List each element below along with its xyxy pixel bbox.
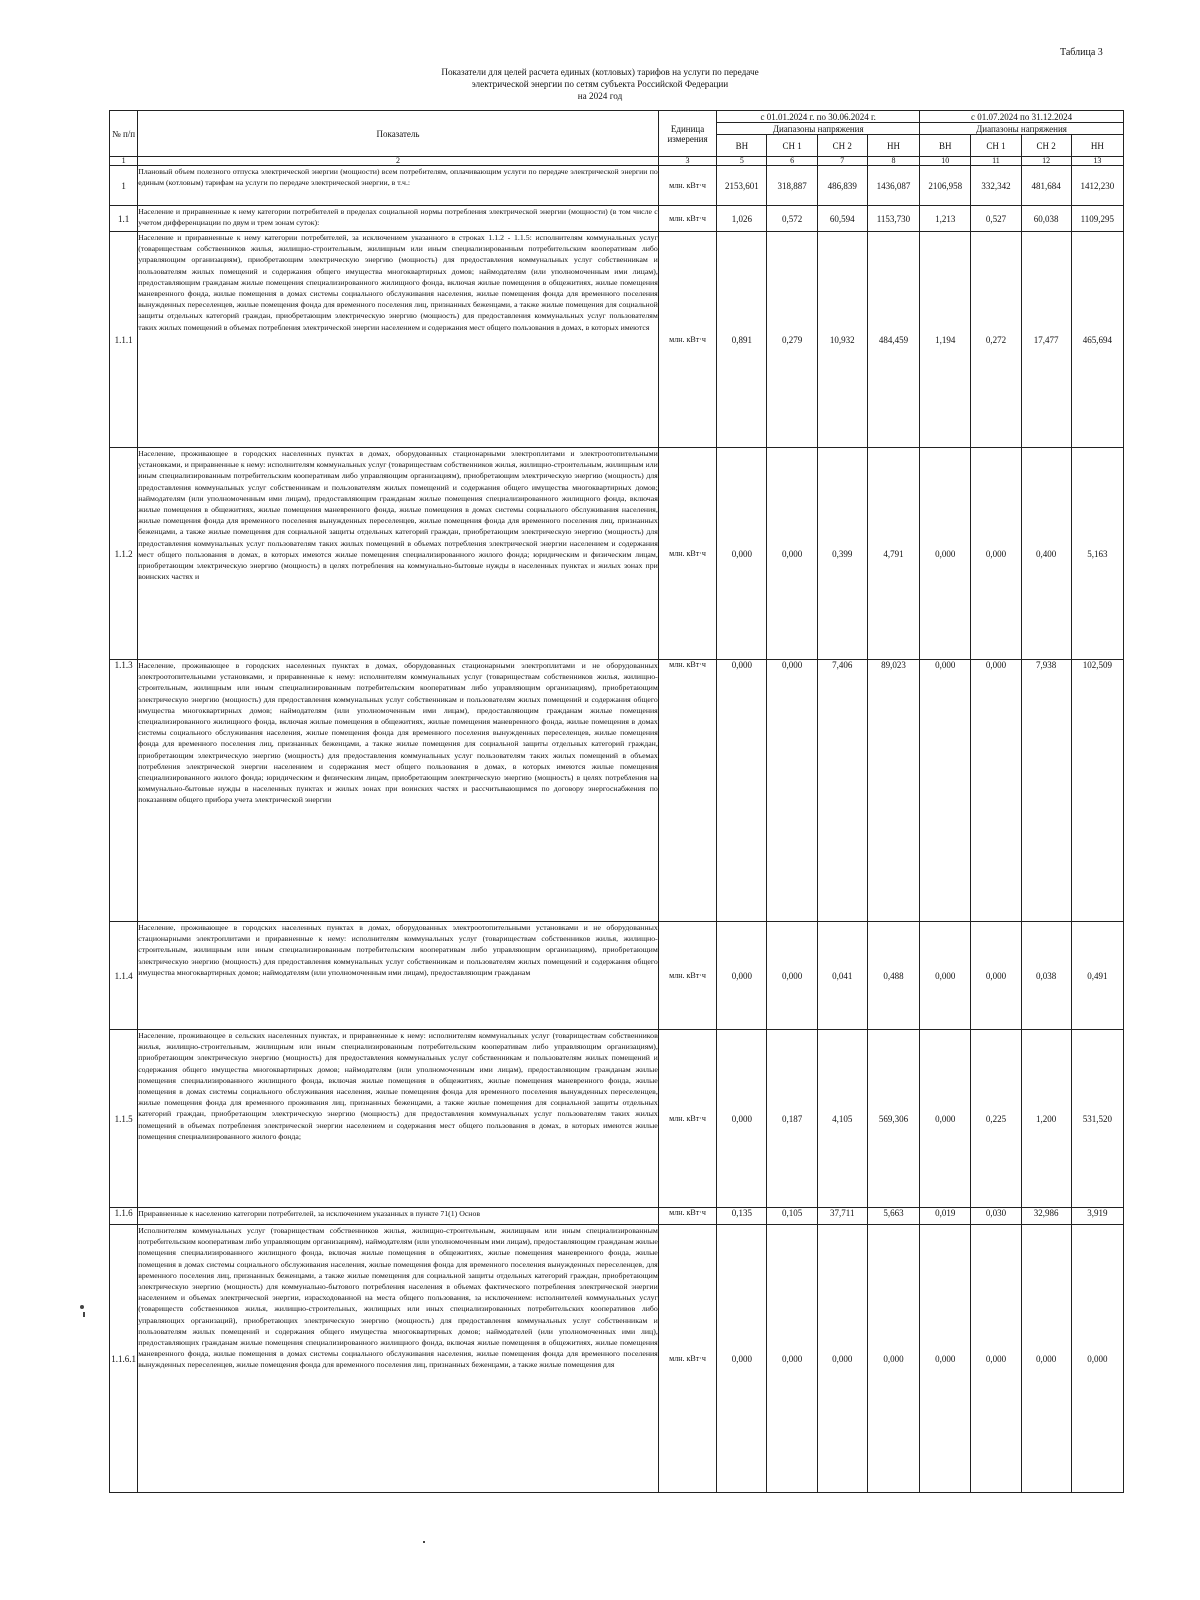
value-cell: 102,509	[1071, 660, 1123, 922]
value-cell: 89,023	[867, 660, 919, 922]
table-row	[110, 206, 1124, 232]
header-period-1: с 01.01.2024 г. по 30.06.2024 г.	[717, 111, 920, 123]
value-cell: 32,986	[1021, 1208, 1071, 1225]
row-unit: млн. кВт·ч	[658, 922, 717, 1030]
value-cell: 0,000	[767, 660, 817, 922]
title-line-1: Показатели для целей расчета единых (котловых) тарифов на услуги по передаче	[441, 67, 759, 77]
row-description	[138, 1225, 659, 1493]
header-level-sn1-2: СН 1	[971, 135, 1021, 157]
row-description	[138, 206, 659, 232]
value-cell: 481,684	[1021, 166, 1071, 206]
value-cell: 0,000	[971, 448, 1021, 660]
title-line-3: на 2024 год	[577, 91, 623, 101]
row-number: 1.1.4	[110, 922, 138, 1030]
value-cell: 37,711	[817, 1208, 867, 1225]
value-cell: 1153,730	[867, 206, 919, 232]
value-cell: 486,839	[817, 166, 867, 206]
value-cell: 0,000	[767, 922, 817, 1030]
value-cell: 3,919	[1071, 1208, 1123, 1225]
value-cell: 0,000	[971, 1225, 1021, 1493]
value-cell: 1,194	[920, 232, 971, 448]
value-cell: 60,038	[1021, 206, 1071, 232]
value-cell: 60,594	[817, 206, 867, 232]
value-cell: 0,000	[817, 1225, 867, 1493]
value-cell: 0,000	[971, 922, 1021, 1030]
row-number: 1.1.1	[110, 232, 138, 448]
scan-speck	[83, 1312, 85, 1317]
row-unit: млн. кВт·ч	[658, 448, 717, 660]
value-cell: 0,000	[867, 1225, 919, 1493]
value-cell: 0,000	[971, 660, 1021, 922]
value-cell: 0,000	[920, 1030, 971, 1208]
value-cell: 465,694	[1071, 232, 1123, 448]
title-line-2: электрической энергии по сетям субъекта Российской Федерации	[471, 79, 729, 89]
row-number: 1.1.2	[110, 448, 138, 660]
scan-speck	[80, 1305, 84, 1309]
value-cell: 332,342	[971, 166, 1021, 206]
row-unit: млн. кВт·ч	[658, 1225, 717, 1493]
value-cell: 484,459	[867, 232, 919, 448]
value-cell: 0,225	[971, 1030, 1021, 1208]
value-cell: 0,000	[1021, 1225, 1071, 1493]
value-cell: 0,000	[717, 1030, 767, 1208]
value-cell: 0,272	[971, 232, 1021, 448]
value-cell: 0,000	[717, 448, 767, 660]
value-cell: 318,887	[767, 166, 817, 206]
scan-speck	[423, 1541, 425, 1543]
value-cell: 1,026	[717, 206, 767, 232]
value-cell: 0,000	[767, 448, 817, 660]
column-number: 6	[767, 157, 817, 166]
header-num: № п/п	[110, 111, 138, 157]
value-cell: 0,038	[1021, 922, 1071, 1030]
value-cell: 0,041	[817, 922, 867, 1030]
value-cell: 0,030	[971, 1208, 1021, 1225]
value-cell: 0,000	[717, 1225, 767, 1493]
tariff-indicators-table	[109, 110, 1124, 1493]
value-cell: 0,019	[920, 1208, 971, 1225]
table-row	[110, 922, 1124, 1030]
value-cell: 0,527	[971, 206, 1021, 232]
row-unit: млн. кВт·ч	[658, 660, 717, 922]
header-level-nn-2: НН	[1071, 135, 1123, 157]
value-cell: 1412,230	[1071, 166, 1123, 206]
value-cell: 1436,087	[867, 166, 919, 206]
value-cell: 7,406	[817, 660, 867, 922]
value-cell: 0,488	[867, 922, 919, 1030]
row-number: 1.1	[110, 206, 138, 232]
header-indicator: Показатель	[138, 111, 659, 157]
row-description-text: Приравненные к населению категории потребителей, за исключением указанных в пункте 71(1) Основ	[138, 1209, 481, 1218]
row-description	[138, 232, 659, 448]
value-cell: 4,105	[817, 1030, 867, 1208]
value-cell: 0,000	[717, 922, 767, 1030]
value-cell: 5,663	[867, 1208, 919, 1225]
value-cell: 0,000	[717, 660, 767, 922]
value-cell: 2106,958	[920, 166, 971, 206]
value-cell: 1109,295	[1071, 206, 1123, 232]
table-row	[110, 166, 1124, 206]
value-cell: 0,105	[767, 1208, 817, 1225]
value-cell: 0,135	[717, 1208, 767, 1225]
value-cell: 0,000	[920, 922, 971, 1030]
header-voltage-ranges-1: Диапазоны напряжения	[717, 123, 920, 135]
value-cell: 0,399	[817, 448, 867, 660]
value-cell: 531,520	[1071, 1030, 1123, 1208]
row-description	[138, 1030, 659, 1208]
table-number-label: Таблица 3	[1060, 47, 1103, 58]
row-unit: млн. кВт·ч	[658, 166, 717, 206]
column-number: 8	[867, 157, 919, 166]
row-unit: млн. кВт·ч	[658, 1208, 717, 1225]
header-unit: Единица измерения	[658, 111, 717, 157]
row-description-text: Население и приравненные к нему категории потребителей в пределах социальной нормы потребления электрической энергии (мощности) (в том числе с учетом дифференциации по двум и трем зонам суток):	[138, 207, 658, 228]
table-row	[110, 660, 1124, 922]
header-period-2: с 01.07.2024 по 31.12.2024	[920, 111, 1124, 123]
value-cell: 17,477	[1021, 232, 1071, 448]
value-cell: 569,306	[867, 1030, 919, 1208]
value-cell: 0,187	[767, 1030, 817, 1208]
row-description-text: Население, проживающее в сельских населенных пунктах, и приравненные к нему: исполнителям коммунальных услуг (товариществам собственников жилья, жилищно-строительным, жилищным или иным специализированным потребительским кооперативам либо управляющим организациям), приобретающим электрическую энергию (мощность) для предоставления коммунальных услуг собственникам и пользователям жилых помещений и содержания общего имущества многоквартирных домов; наймодателям (или уполномоченным ими лицам), предоставляющим гражданам жилые помещения специализированного жилищного фонда, включая жилые помещения в общежитиях, жилые помещения маневренного фонда, жилые помещения в домах системы социального обслуживания населения, жилые помещения фонда для временного поселения вынужденных переселенцев, жилые помещения фонда для временного проживания лиц, признанных беженцами, а также жилые помещения для социальной защиты отдельных категорий граждан, приобретающим электрическую энергию (мощность) для предоставления коммунальных услуг пользователям таких жилых помещений в объемах потребления электрической энергии населением и содержания мест общего пользования в домах, в которых имеются жилые помещения специализированного жилого фонда;	[138, 1031, 658, 1141]
header-level-sn2-2: СН 2	[1021, 135, 1071, 157]
value-cell: 0,891	[717, 232, 767, 448]
value-cell: 0,000	[920, 448, 971, 660]
column-number: 13	[1071, 157, 1123, 166]
column-number: 5	[717, 157, 767, 166]
row-number: 1	[110, 166, 138, 206]
value-cell: 4,791	[867, 448, 919, 660]
header-voltage-ranges-2: Диапазоны напряжения	[920, 123, 1124, 135]
column-number: 1	[110, 157, 138, 166]
header-level-sn1-1: СН 1	[767, 135, 817, 157]
table-row	[110, 448, 1124, 660]
row-unit: млн. кВт·ч	[658, 232, 717, 448]
row-number: 1.1.3	[110, 660, 138, 922]
value-cell: 0,400	[1021, 448, 1071, 660]
row-description-text: Население, проживающее в городских населенных пунктах в домах, оборудованных стационарными электроплитами и не оборудованных электроотопительными установками, и приравненные к нему: исполнителям коммунальных услуг (товариществам собственников жилья, жилищно-строительным, жилищным или иным специализированным потребительским кооперативам либо управляющим организациям), приобретающим электрическую энергию (мощность) для предоставления коммунальных услуг собственникам и пользователям жилых помещений и содержания общего имущества многоквартирных домов; наймодателям (или уполномоченным ими лицам), предоставляющим гражданам жилые помещения специализированного жилищного фонда, включая жилые помещения в общежитиях, жилые помещения маневренного фонда, жилые помещения в домах системы социального обслуживания населения, жилые помещения фонда для временного поселения вынужденных переселенцев, жилые помещения фонда для временного поселения лиц, признанных беженцами, а также жилые помещения для социальной защиты отдельных категорий граждан, приобретающим электрическую энергию (мощность) для предоставления коммунальных услуг пользователям таких жилых помещений в объемах потребления электрической энергии населением и содержания мест общего пользования в домах, в которых имеются жилые помещения специализированного жилого фонда; юридическим и физическим лицам, приобретающим электрическую энергию (мощность) в целях потребления на коммунально-бытовые нужды в населенных пунктах и жилых зонах при воинских частях и рассчитывающимся по договору энергоснабжения по показаниям общего прибора учета электрической энергии	[138, 661, 658, 805]
row-number: 1.1.6.1	[110, 1225, 138, 1493]
value-cell: 0,279	[767, 232, 817, 448]
row-description-text: Плановый объем полезного отпуска электрической энергии (мощности) всем потребителям, оплачивающим услуги по передаче электрической энергии по единым (котловым) тарифам на услуги по передаче электрической энергии, в т.ч.:	[138, 167, 658, 188]
document-title	[330, 66, 870, 102]
row-description	[138, 448, 659, 660]
table-row	[110, 1030, 1124, 1208]
row-description-text: Исполнителям коммунальных услуг (товариществам собственников жилья, жилищно-строительным, жилищным или иным специализированным потребительским кооперативам либо управляющим организациям), наймодателям (или уполномоченным ими лицам), предоставляющим гражданам жилые помещения специализированного жилищного фонда, включая жилые помещения в общежитиях, жилые помещения маневренного фонда, жилые помещения в домах системы социального обслуживания населения, жилые помещения фонда для временного поселения вынужденных переселенцев, для временного поселения лиц, признанных беженцами, а также жилые помещения для социальной защиты отдельных категорий граждан, приобретающим электрическую энергию (мощность) для коммунально-бытового потребления населения в объемах фактического потребления электрической энергии населением и объемах электрической энергии, израсходованной на места общего пользования, за исключением: исполнителей коммунальных услуг (товариществ собственников жилья, жилищно-строительных, жилищных или иных специализированных потребительских кооперативов либо управляющих организаций), приобретающих электрическую энергию (мощность) для предоставления коммунальных услуг собственникам и пользователям жилых помещений и содержания общего имущества многоквартирных домов; наймодателей (или уполномоченных ими лиц), предоставляющих гражданам жилые помещения специализированного жилищного фонда, включая жилые помещения в общежитиях, жилые помещения маневренного фонда, жилые помещения в домах системы социального обслуживания населения, жилые помещения фонда для временного поселения вынужденных переселенцев, жилые помещения фонда для временного поселения лиц, признанных беженцами, а также жилые помещения для	[138, 1226, 658, 1370]
value-cell: 2153,601	[717, 166, 767, 206]
table-row	[110, 1225, 1124, 1493]
column-number: 10	[920, 157, 971, 166]
row-description-text: Население, проживающее в городских населенных пунктах в домах, оборудованных стационарными электроплитами и электроотопительными установками, и приравненные к нему: исполнителям коммунальных услуг (товариществам собственников жилья, жилищно-строительным, жилищным или иным специализированным потребительским кооперативам либо управляющим организациям), приобретающим электрическую энергию (мощность) для предоставления коммунальных услуг собственникам и пользователям жилых помещений и содержания общего имущества многоквартирных домов; наймодателям (или уполномоченным ими лицам), предоставляющим гражданам жилые помещения специализированного жилищного фонда, включая жилые помещения в общежитиях, жилые помещения маневренного фонда, жилые помещения в домах системы социального обслуживания населения, жилые помещения фонда для временного поселения вынужденных переселенцев, жилые помещения фонда для временного поселения лиц, признанных беженцами, а также жилые помещения для социальной защиты отдельных категорий граждан, приобретающим электрическую энергию (мощность) для предоставления коммунальных услуг пользователям таких жилых помещений в объемах потребления электрической энергии населением и содержания мест общего пользования в домах, в которых имеются жилые помещения специализированного жилого фонда; юридическим и физическим лицам, приобретающим электрическую энергию (мощность) в целях потребления на коммунально-бытовые нужды в населенных пунктах и жилых зонах при воинских частях и	[138, 449, 658, 582]
value-cell: 0,572	[767, 206, 817, 232]
row-unit: млн. кВт·ч	[658, 206, 717, 232]
row-description	[138, 660, 659, 922]
value-cell: 0,000	[1071, 1225, 1123, 1493]
value-cell: 0,491	[1071, 922, 1123, 1030]
value-cell: 0,000	[920, 660, 971, 922]
table-row	[110, 232, 1124, 448]
row-description	[138, 922, 659, 1030]
column-number: 2	[138, 157, 659, 166]
header-level-sn2-1: СН 2	[817, 135, 867, 157]
value-cell: 7,938	[1021, 660, 1071, 922]
value-cell: 1,200	[1021, 1030, 1071, 1208]
column-number: 7	[817, 157, 867, 166]
row-unit: млн. кВт·ч	[658, 1030, 717, 1208]
value-cell: 0,000	[767, 1225, 817, 1493]
table-row	[110, 1208, 1124, 1225]
row-description	[138, 1208, 659, 1225]
column-number: 3	[658, 157, 717, 166]
column-number: 12	[1021, 157, 1071, 166]
row-description-text: Население и приравненные к нему категории потребителей, за исключением указанного в строках 1.1.2 - 1.1.5: исполнителям коммунальных услуг (товариществам собственников жилья, жилищно-строительным, жилищным или иным специализированным потребительским кооперативам либо управляющим организациям), приобретающим электрическую энергию (мощность) для предоставления коммунальных услуг собственникам и пользователям жилых помещений и содержания общего имущества многоквартирных домов; наймодателям (или уполномоченным ими лицам), предоставляющим гражданам жилые помещения специализированного жилищного фонда, включая жилые помещения в общежитиях, жилые помещения маневренного фонда, жилые помещения в домах системы социального обслуживания населения, жилые помещения фонда для временного поселения вынужденных переселенцев, жилые помещения фонда для временного поселения лиц, признанных беженцами, а также жилые помещения для социальной защиты отдельных категорий граждан, приобретающим электрическую энергию (мощность) для предоставления коммунальных услуг пользователям таких жилых помещений в объемах потребления электрической энергии населением и содержания мест общего пользования в домах, в которых имеются	[138, 233, 658, 332]
value-cell: 0,000	[920, 1225, 971, 1493]
header-level-vn-1: ВН	[717, 135, 767, 157]
value-cell: 1,213	[920, 206, 971, 232]
value-cell: 5,163	[1071, 448, 1123, 660]
column-number: 11	[971, 157, 1021, 166]
header-level-nn-1: НН	[867, 135, 919, 157]
row-description-text: Население, проживающее в городских населенных пунктах в домах, оборудованных электроотопительными установками и не оборудованных стационарными электроплитами и приравненные к нему: исполнителям коммунальных услуг (товариществам собственников жилья, жилищно-строительным, жилищным или иным специализированным потребительским кооперативам либо управляющим организациям), приобретающим электрическую энергию (мощность) для предоставления коммунальных услуг собственникам и пользователям жилых помещений и содержания общего имущества многоквартирных домов; наймодателям (или уполномоченным ими лицам), предоставляющим гражданам	[138, 923, 658, 977]
row-description	[138, 166, 659, 206]
header-level-vn-2: ВН	[920, 135, 971, 157]
row-number: 1.1.5	[110, 1030, 138, 1208]
row-number: 1.1.6	[110, 1208, 138, 1225]
value-cell: 10,932	[817, 232, 867, 448]
